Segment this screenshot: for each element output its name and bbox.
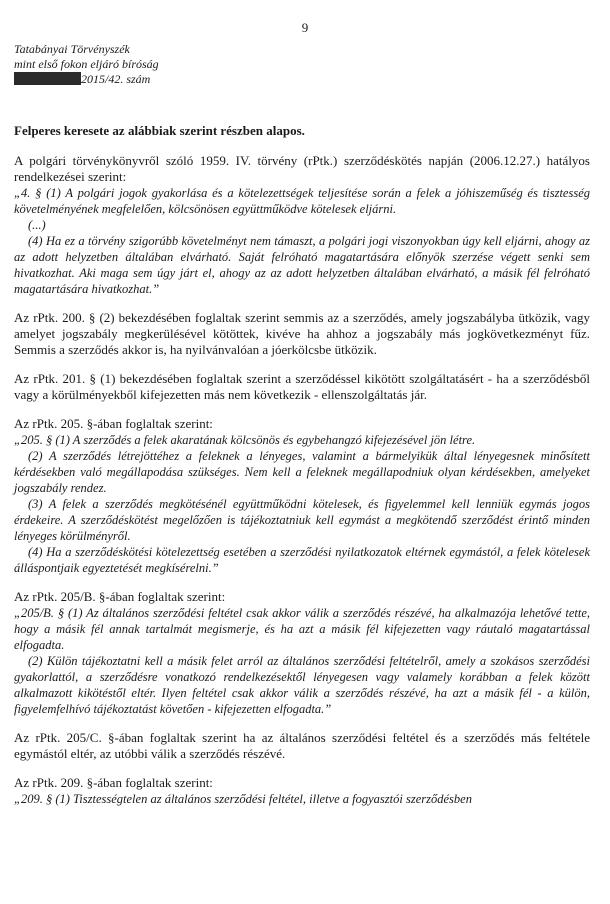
court-role: mint első fokon eljáró bíróság — [14, 57, 159, 71]
quote-4-4: (4) Ha ez a törvény szigorúbb követelményt nem támaszt, a polgári jogi viszonyokban úgy kell eljárni, ahogy az az adott helyzetben általában elvárható. Saját felróható magatartására előnyök szerzése végett senki sem hivatkozhat. Aki maga sem úgy járt el, ahogy az az adott helyzetben általában elvárható, a másik fél felróható magatartására hivatkozhat.” — [14, 234, 590, 296]
paragraph-ptk-205b — [14, 589, 590, 717]
paragraph-intro: Az rPtk. 205/B. §-ában foglaltak szerint: — [14, 589, 226, 604]
section-heading: Felperes keresete az alábbiak szerint részben alapos. — [14, 123, 305, 138]
case-number: 2015/42. szám — [14, 72, 159, 87]
paragraph-intro: Az rPtk. 205. §-ában foglaltak szerint: — [14, 416, 213, 431]
paragraph-intro: Az rPtk. 209. §-ában foglaltak szerint: — [14, 775, 213, 790]
paragraph-ptk-209 — [14, 775, 590, 807]
quote-205-1: „205. § (1) A szerződés a felek akaratának kölcsönös és egybehangzó kifejezésével jön létre. — [14, 433, 476, 447]
paragraph-ptk-200: Az rPtk. 200. § (2) bekezdésében foglaltak szerint semmis az a szerződés, amely jogszabályba ütközik, vagy amelyet jogszabály megkerülésével kötöttek, kivéve ha ahhoz a jogszabály más jogkövetkezményt fűz. Semmis a szerződés akkor is, ha nyilvánvalóan a jóerkölcsbe ütközik. — [14, 310, 590, 357]
redaction-block — [14, 72, 81, 85]
court-header — [14, 42, 159, 87]
paragraph-intro: A polgári törvénykönyvről szóló 1959. IV. törvény (rPtk.) szerződéskötés napján (2006.12.27.) hatályos rendelkezései szerint: — [14, 153, 590, 184]
paragraph-ptk-4 — [14, 153, 590, 297]
quote-4-1: „4. § (1) A polgári jogok gyakorlása és a kötelezettségek teljesítése során a felek a jóhiszeműség és tisztesség követelményének megfelelően, kölcsönösen együttműködve kötelesek eljárni. — [14, 186, 590, 216]
court-name: Tatabányai Törvényszék — [14, 42, 130, 56]
document-body — [14, 123, 590, 807]
quote-205-2: (2) A szerződés létrejöttéhez a feleknek a lényeges, valamint a bármelyikük által lényegesnek minősített kérdésekben való megállapodása szükséges. Nem kell a feleknek megállapodniuk olyan kérdésekben, amelyeket jogszabály rendez. — [14, 449, 590, 495]
quote-205-4: (4) Ha a szerződéskötési kötelezettség esetében a szerződési nyilatkozatok eltérnek egymástól, a felek kötelesek álláspontjaik egyeztetését megkísérelni.” — [14, 545, 590, 575]
quote-205-3: (3) A felek a szerződés megkötésénél együttműködni kötelesek, és figyelemmel kell lenniük egymás jogos érdekeire. A szerződéskötést megelőzően is tájékoztatniuk kell egymást a megkötendő szerződést érintő minden lényeges körülményről. — [14, 497, 590, 543]
quote-ellipsis: (...) — [28, 218, 46, 232]
paragraph-ptk-201: Az rPtk. 201. § (1) bekezdésében foglaltak szerint a szerződéssel kikötött szolgáltatásért - ha a szerződésből vagy a körülményekből kifejezetten más nem következik - ellenszolgáltatás jár. — [14, 371, 590, 402]
page-number: 9 — [301, 20, 309, 35]
quote-205b-2: (2) Külön tájékoztatni kell a másik felet arról az általános szerződési feltételről, amely a szokásos szerződési gyakorlattól, a szerződésre vonatkozó rendelkezésektől lényegesen vagy valamely korábban a felek között alkalmazott kikötéstől eltér. Ilyen feltétel csak akkor válik a szerződés részévé, ha azt a másik fél - a külön, figyelemfelhívó tájékoztatást követően - kifejezetten elfogadta.” — [14, 654, 590, 716]
quote-205b-1: „205/B. § (1) Az általános szerződési feltétel csak akkor válik a szerződés részévé, ha alkalmazója lehetővé tette, hogy a másik fél annak tartalmát megismerje, és ha azt a másik fél kifejezetten vagy ráutaló magatartással elfogadta. — [14, 606, 590, 652]
paragraph-ptk-205c: Az rPtk. 205/C. §-ában foglaltak szerint ha az általános szerződési feltétel és a szerződés más feltétele egymástól eltér, az utóbbi válik a szerződés részévé. — [14, 730, 590, 761]
paragraph-ptk-205 — [14, 416, 590, 576]
quote-209-1: „209. § (1) Tisztességtelen az általános szerződési feltétel, illetve a fogyasztói szerződésben — [14, 792, 472, 806]
